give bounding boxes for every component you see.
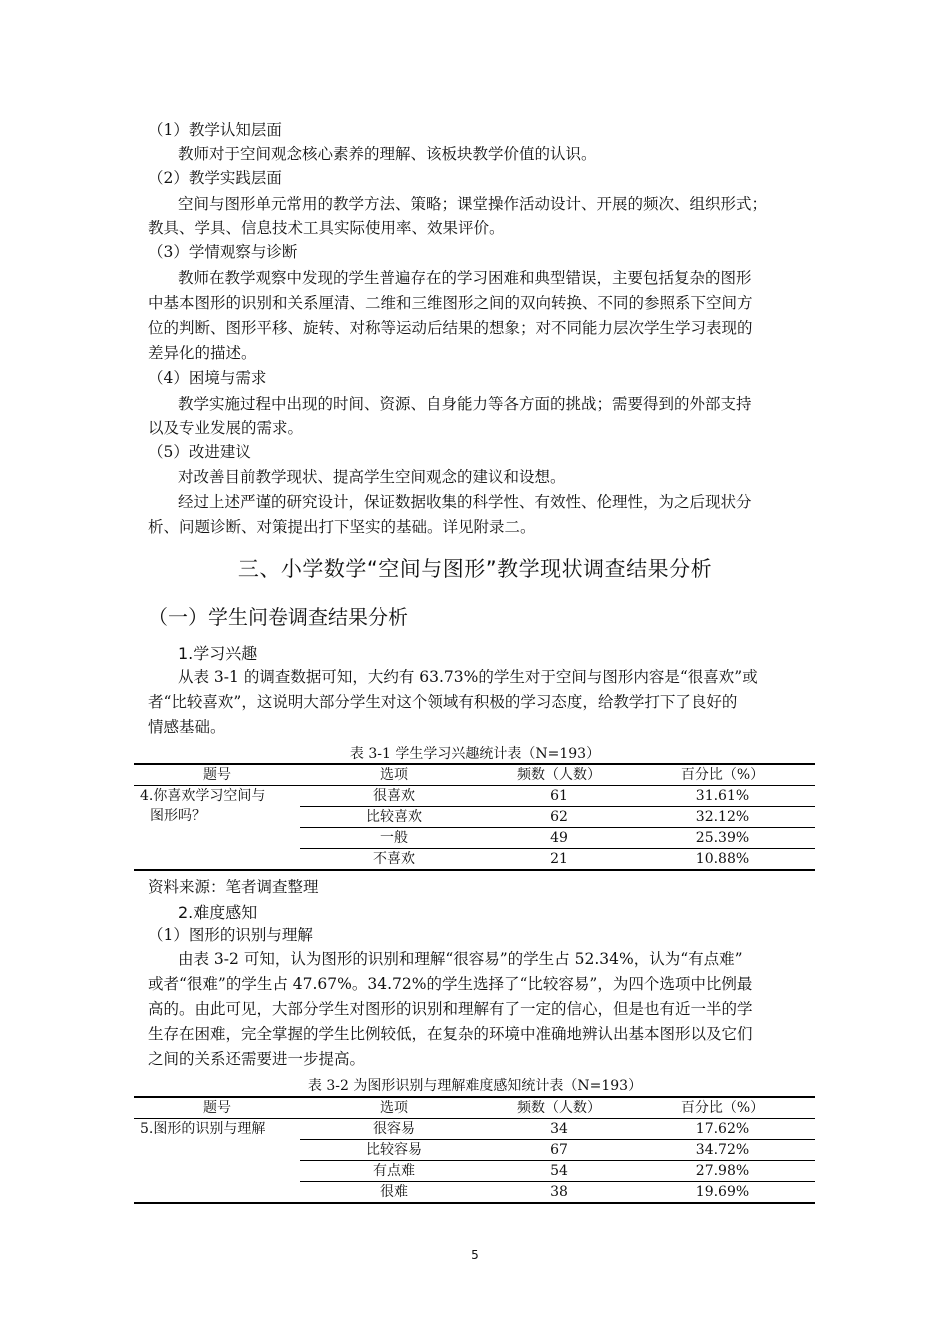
difficulty-subheading: （1）图形的识别与理解	[148, 926, 313, 944]
paragraph-line: 或者“很难”的学生占 47.67%。34.72%的学生选择了“比较容易”，为四个选项中比例最	[148, 975, 753, 993]
question-text: 4.你喜欢学习空间与	[140, 788, 266, 804]
column-header: 题号	[134, 764, 300, 786]
question-text: 5.图形的识别与理解	[140, 1121, 266, 1137]
paragraph-line: 之间的关系还需要进一步提高。	[148, 1050, 366, 1068]
page-number: 5	[471, 1248, 479, 1262]
paragraph-line: 位的判断、图形平移、旋转、对称等运动后结果的想象；对不同能力层次学生学习表现的	[148, 319, 753, 337]
paragraph-line: 以及专业发展的需求。	[148, 419, 304, 437]
paragraph-line: 由表 3-2 可知，认为图形的识别和理解“很容易”的学生占 52.34%，认为“有点难”	[178, 950, 743, 968]
percent-cell: 27.98%	[630, 1161, 815, 1182]
paragraph-line: 情感基础。	[148, 718, 226, 736]
paragraph-line: 教学实施过程中出现的时间、资源、自身能力等各方面的挑战；需要得到的外部支持	[178, 395, 752, 413]
option-cell: 比较喜欢	[300, 807, 488, 828]
question-text: 图形吗？	[150, 808, 206, 824]
count-cell: 67	[488, 1140, 630, 1161]
paragraph-line: 从表 3-1 的调查数据可知，大约有 63.73%的学生对于空间与图形内容是“很喜欢”或	[178, 668, 758, 686]
paragraph-line: 高的。由此可见，大部分学生对图形的识别和理解有了一定的信心，但是也有近一半的学	[148, 1000, 753, 1018]
column-header: 选项	[300, 1097, 488, 1119]
count-cell: 49	[488, 828, 630, 849]
heading-difficulties-needs: （4）困境与需求	[148, 369, 267, 387]
paragraph-line: 中基本图形的识别和关系厘清、二维和三维图形之间的双向转换、不同的参照系下空间方	[148, 294, 753, 312]
table-row	[134, 786, 815, 807]
paragraph-line: 教具、学具、信息技术工具实际使用率、效果评价。	[148, 219, 505, 237]
paragraph-line: 空间与图形单元常用的教学方法、策略；课堂操作活动设计、开展的频次、组织形式；	[178, 195, 768, 213]
table-header-row	[134, 764, 815, 786]
percent-cell: 32.12%	[630, 807, 815, 828]
difficulty-table	[134, 1096, 815, 1204]
subsection-title: （一）学生问卷调查结果分析	[148, 605, 408, 629]
table2-caption: 表 3-2 为图形识别与理解难度感知统计表（N=193）	[307, 1078, 643, 1094]
table1-caption: 表 3-1 学生学习兴趣统计表（N=193）	[349, 746, 601, 762]
percent-cell: 17.62%	[630, 1119, 815, 1140]
heading-learning-observation: （3）学情观察与诊断	[148, 243, 298, 261]
column-header: 百分比（%）	[630, 1097, 815, 1119]
interest-heading: 1.学习兴趣	[178, 644, 258, 663]
column-header: 频数（人数）	[488, 1097, 630, 1119]
count-cell: 38	[488, 1182, 630, 1204]
count-cell: 62	[488, 807, 630, 828]
count-cell: 54	[488, 1161, 630, 1182]
paragraph-line: 教师在教学观察中发现的学生普遍存在的学习困难和典型错误，主要包括复杂的图形	[178, 269, 752, 287]
option-cell: 很容易	[300, 1119, 488, 1140]
paragraph-line: 对改善目前教学现状、提高学生空间观念的建议和设想。	[178, 468, 566, 486]
column-header: 频数（人数）	[488, 764, 630, 786]
paragraph-line: 析、问题诊断、对策提出打下坚实的基础。详见附录二。	[148, 518, 536, 536]
heading-teaching-cognition: （1）教学认知层面	[148, 121, 282, 139]
column-header: 选项	[300, 764, 488, 786]
option-cell: 一般	[300, 828, 488, 849]
heading-teaching-practice: （2）教学实践层面	[148, 169, 282, 187]
count-cell: 61	[488, 786, 630, 807]
column-header: 题号	[134, 1097, 300, 1119]
percent-cell: 34.72%	[630, 1140, 815, 1161]
percent-cell: 10.88%	[630, 849, 815, 871]
option-cell: 不喜欢	[300, 849, 488, 871]
paragraph-line: 者“比较喜欢”，这说明大部分学生对这个领域有积极的学习态度，给教学打下了良好的	[148, 693, 738, 711]
section-title: 三、小学数学“空间与图形”教学现状调查结果分析	[237, 557, 713, 581]
column-header: 百分比（%）	[630, 764, 815, 786]
option-cell: 很难	[300, 1182, 488, 1204]
interest-table	[134, 763, 815, 871]
option-cell: 有点难	[300, 1161, 488, 1182]
difficulty-heading: 2.难度感知	[178, 903, 258, 922]
heading-improvement-suggestions: （5）改进建议	[148, 443, 251, 461]
percent-cell: 25.39%	[630, 828, 815, 849]
option-cell: 很喜欢	[300, 786, 488, 807]
paragraph-line: 教师对于空间观念核心素养的理解、该板块教学价值的认识。	[178, 145, 597, 163]
paragraph-line: 经过上述严谨的研究设计，保证数据收集的科学性、有效性、伦理性，为之后现状分	[178, 493, 752, 511]
percent-cell: 31.61%	[630, 786, 815, 807]
count-cell: 34	[488, 1119, 630, 1140]
table-header-row	[134, 1097, 815, 1119]
percent-cell: 19.69%	[630, 1182, 815, 1204]
paragraph-line: 生存在困难，完全掌握的学生比例较低，在复杂的环境中准确地辨认出基本图形以及它们	[148, 1025, 753, 1043]
table1-source: 资料来源：笔者调查整理	[148, 878, 319, 896]
option-cell: 比较容易	[300, 1140, 488, 1161]
table-row	[134, 1119, 815, 1140]
count-cell: 21	[488, 849, 630, 871]
question-cell	[134, 786, 300, 871]
paragraph-line: 差异化的描述。	[148, 344, 257, 362]
question-cell	[134, 1119, 300, 1204]
